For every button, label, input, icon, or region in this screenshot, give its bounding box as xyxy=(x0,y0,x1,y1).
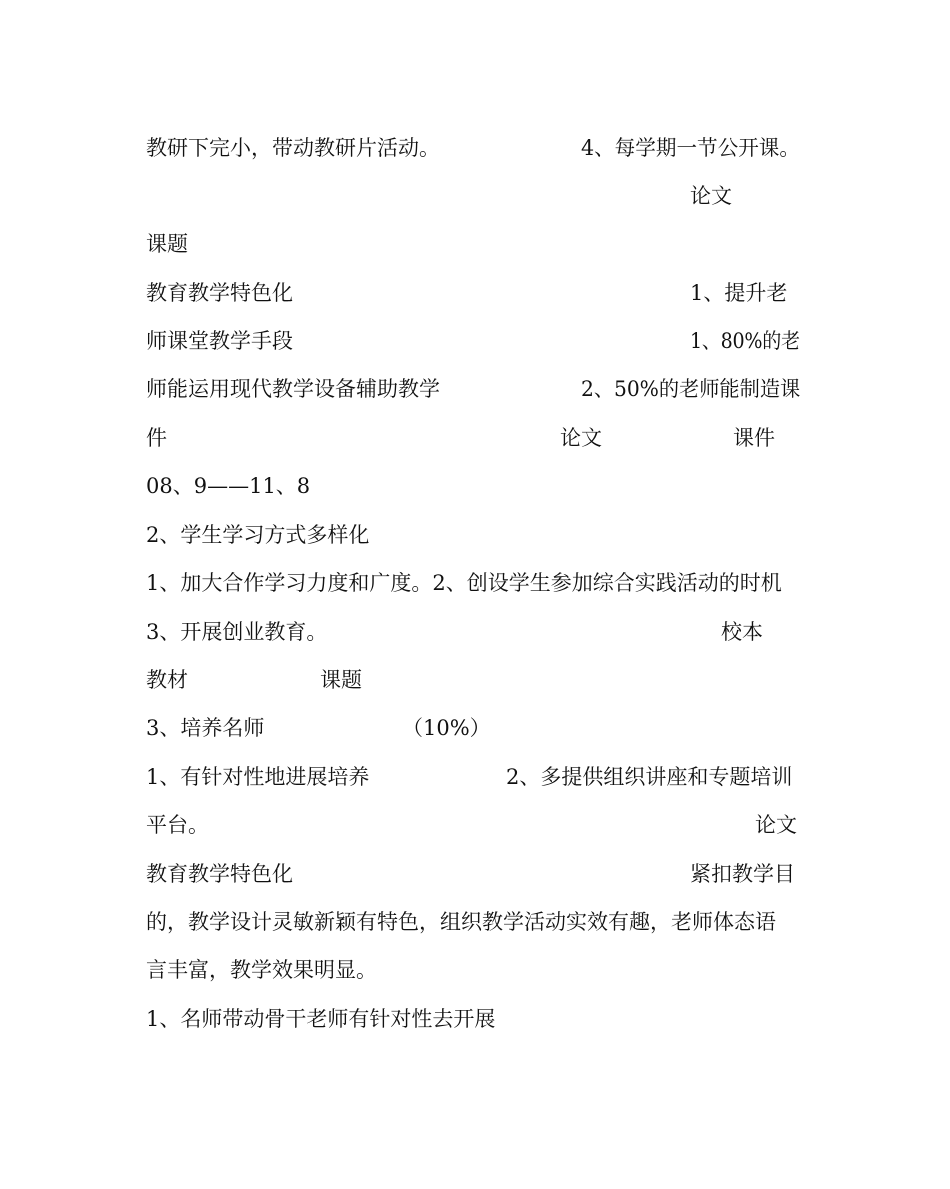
text-segment: 3、开展创业教育。 xyxy=(146,620,328,644)
text-segment: 师课堂教学手段 xyxy=(146,329,293,353)
text-line xyxy=(0,133,950,163)
text-line xyxy=(0,229,950,259)
text-line xyxy=(0,423,950,453)
text-segment: 2、50%的老师能制造课 xyxy=(581,377,801,401)
text-segment: 教育教学特色化 xyxy=(146,281,293,305)
text-segment: 件 xyxy=(146,426,167,450)
text-line xyxy=(0,568,950,598)
text-segment: 1、提升老 xyxy=(690,281,788,305)
text-line xyxy=(0,762,950,792)
text-line xyxy=(0,713,950,743)
text-line xyxy=(0,181,950,211)
text-segment: 论文 xyxy=(690,184,732,208)
text-segment: 2、多提供组织讲座和专题培训 xyxy=(506,765,793,789)
text-segment: 言丰富，教学效果明显。 xyxy=(146,958,377,982)
text-segment: 1、加大合作学习力度和广度。2、创设学生参加综合实践活动的时机 xyxy=(146,571,782,595)
text-line xyxy=(0,278,950,308)
text-segment: 师能运用现代教学设备辅助教学 xyxy=(146,377,440,401)
text-line xyxy=(0,374,950,404)
text-line xyxy=(0,955,950,985)
text-segment: 教材 xyxy=(146,668,188,692)
text-segment: 论文 xyxy=(755,813,797,837)
text-segment: 3、培养名师 xyxy=(146,716,265,740)
text-segment: 2、学生学习方式多样化 xyxy=(146,523,370,547)
text-line xyxy=(0,1004,950,1034)
text-segment: 课题 xyxy=(146,232,188,256)
text-line xyxy=(0,520,950,550)
text-segment: 1、有针对性地进展培养 xyxy=(146,765,370,789)
text-segment: 08、9——11、8 xyxy=(146,474,311,498)
text-segment: 平台。 xyxy=(146,813,209,837)
text-line xyxy=(0,471,950,501)
text-segment: 1、80%的老 xyxy=(690,329,800,353)
text-line xyxy=(0,665,950,695)
text-segment: 课件 xyxy=(733,426,775,450)
text-segment: 4、每学期一节公开课。 xyxy=(581,136,800,160)
text-segment: （10%） xyxy=(402,716,491,740)
text-line xyxy=(0,617,950,647)
text-line xyxy=(0,859,950,889)
text-segment: 教育教学特色化 xyxy=(146,862,293,886)
text-segment: 论文 xyxy=(560,426,602,450)
text-line xyxy=(0,810,950,840)
text-segment: 课题 xyxy=(320,668,362,692)
text-segment: 校本 xyxy=(721,620,763,644)
text-segment: 紧扣教学目 xyxy=(690,862,795,886)
text-segment: 教研下完小，带动教研片活动。 xyxy=(146,136,440,160)
text-segment: 的，教学设计灵敏新颖有特色，组织教学活动实效有趣，老师体态语 xyxy=(146,910,776,934)
text-segment: 1、名师带动骨干老师有针对性去开展 xyxy=(146,1007,496,1031)
text-line xyxy=(0,907,950,937)
text-line xyxy=(0,326,950,356)
